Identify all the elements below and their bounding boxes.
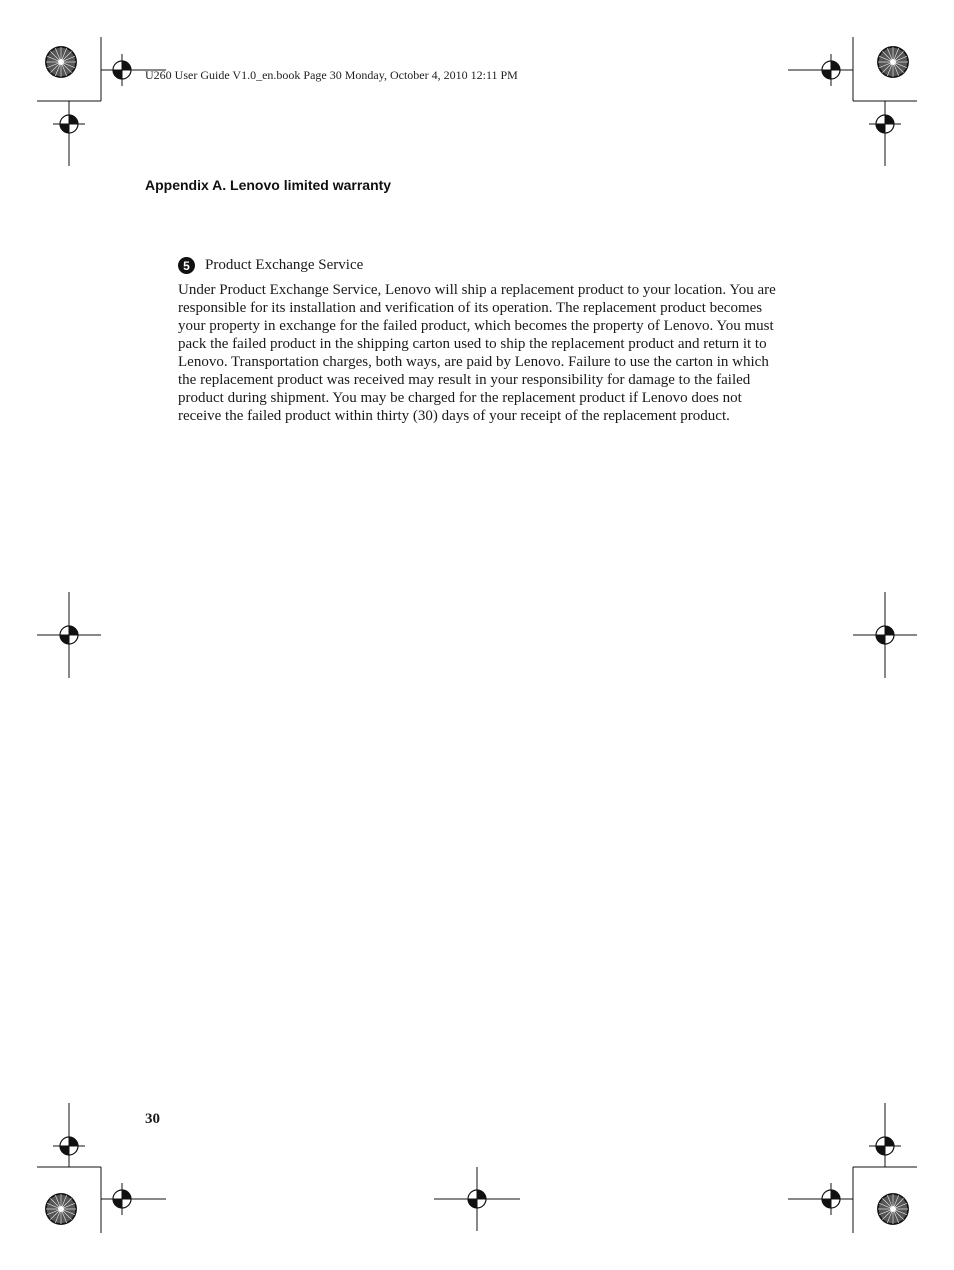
page-number: 30: [145, 1111, 160, 1127]
item-title: Product Exchange Service: [205, 257, 364, 273]
item-heading: [178, 257, 784, 274]
item-body: Under Product Exchange Service, Lenovo will ship a replacement product to your location. You are responsible for its installation and verification of its operation. The replacement product becomes your property in exchange for the failed product, which becomes the property of Lenovo. You must pack the failed product in the shipping carton used to ship the replacement product and return it to Lenovo. Transportation charges, both ways, are paid by Lenovo. Failure to use the carton in which the replacement product was received may result in your responsibility for damage to the failed product during shipment. You may be charged for the replacement product if Lenovo does not receive the failed product within thirty (30) days of your receipt of the replacement product.: [178, 282, 776, 424]
warranty-section: [178, 257, 784, 425]
slug-line: U260 User Guide V1.0_en.book Page 30 Monday, October 4, 2010 12:11 PM: [145, 68, 518, 82]
running-head: Appendix A. Lenovo limited warranty: [145, 177, 392, 193]
number-badge-icon: 5: [178, 257, 195, 274]
